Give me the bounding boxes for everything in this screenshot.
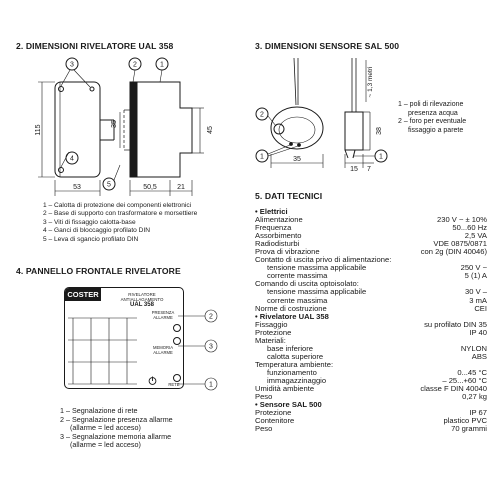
- svg-text:3: 3: [70, 61, 74, 69]
- spec-label: immagazzinaggio: [267, 375, 327, 385]
- legend-item: fissaggio a parete: [408, 126, 464, 134]
- spec-value: 5 (1) A: [464, 271, 487, 281]
- sensor-side-view: [345, 112, 363, 150]
- spec-label: Alimentazione: [255, 215, 303, 225]
- spec-label: corrente massima: [267, 295, 328, 305]
- spec-value: classe F DIN 40040: [420, 384, 487, 394]
- section-3-legend: [398, 101, 466, 135]
- spec-label: Temperatura ambiente:: [255, 359, 334, 369]
- svg-text:2: 2: [260, 111, 264, 119]
- spec-row: [255, 385, 487, 393]
- svg-text:5: 5: [107, 181, 111, 189]
- legend-item: 3 – Viti di fissaggio calotta-base: [43, 218, 136, 226]
- svg-text:45: 45: [207, 126, 214, 134]
- svg-text:1: 1: [209, 381, 213, 389]
- coster-logo: COSTER: [65, 288, 101, 301]
- spec-label: tensione massima applicabile: [267, 263, 367, 273]
- spec-label: Fissaggio: [255, 319, 288, 329]
- spec-label: Prova di vibrazione: [255, 247, 320, 257]
- sensor-dimension-drawing: [250, 50, 400, 180]
- svg-text:2: 2: [133, 61, 137, 69]
- svg-text:1: 1: [260, 153, 264, 161]
- svg-text:50,5: 50,5: [143, 184, 157, 191]
- spec-label: corrente massima: [267, 271, 328, 281]
- spec-label: Radiodisturbi: [255, 239, 300, 249]
- svg-text:15: 15: [350, 166, 358, 173]
- legend-item: 2 – Base di supporto con trasformatore e morsettiere: [43, 210, 198, 218]
- spec-value: VDE 0875/0871: [433, 239, 487, 249]
- spec-row: [255, 329, 487, 337]
- spec-label: Contenitore: [255, 416, 295, 426]
- spec-label: Protezione: [255, 408, 292, 418]
- spec-value: 70 grammi: [451, 424, 487, 434]
- spec-label: Norme di costruzione: [255, 303, 327, 313]
- svg-text:4: 4: [70, 155, 74, 163]
- spec-value: 2,5 VA: [464, 231, 487, 241]
- spec-label: Comando di uscita optoisolato:: [255, 279, 359, 289]
- svg-text:7: 7: [367, 166, 371, 173]
- spec-row: [255, 425, 487, 433]
- spec-label: • Sensore SAL 500: [255, 400, 322, 410]
- section-4-title: 4. PANNELLO FRONTALE RIVELATORE: [16, 266, 181, 276]
- technical-data-table: [255, 208, 487, 433]
- svg-text:38: 38: [376, 127, 383, 135]
- panel-product-label: RIVELATORE ANTIALLAGAMENTO UAL 358: [120, 292, 164, 309]
- spec-value: 30 V –: [465, 287, 487, 297]
- spec-value: ABS: [471, 351, 487, 361]
- spec-value: con 2g (DIN 40046): [420, 247, 487, 257]
- spec-value: 0...45 °C: [457, 367, 487, 377]
- svg-text:1: 1: [379, 153, 383, 161]
- spec-label: Umidità ambiente: [255, 384, 315, 394]
- svg-text:21: 21: [177, 184, 185, 191]
- legend-item: (allarme = led acceso): [70, 423, 141, 433]
- detector-dimension-drawing: [0, 0, 250, 200]
- legend-item: 5 – Leva di sgancio profilato DIN: [43, 235, 139, 243]
- spec-label: base inferiore: [267, 343, 314, 353]
- svg-text:115: 115: [35, 124, 42, 136]
- legend-item: 4 – Ganci di bloccaggio profilato DIN: [43, 227, 151, 235]
- spec-label: • Elettrici: [255, 207, 288, 216]
- spec-value: IP 40: [469, 327, 487, 337]
- svg-text:3: 3: [209, 343, 213, 351]
- legend-item: 2 – Segnalazione presenza allarme: [60, 414, 173, 424]
- front-panel: [64, 287, 184, 389]
- spec-label: Contatto di uscita privo di alimentazione:: [255, 255, 392, 265]
- spec-value: NYLON: [460, 343, 487, 353]
- led2-label: MEMORIA ALLARME: [152, 345, 173, 355]
- detector-front-view: [137, 82, 192, 177]
- spec-value: 0,27 kg: [462, 392, 487, 402]
- legend-item: 2 – foro per eventuale: [398, 118, 467, 126]
- section-5-title: 5. DATI TECNICI: [255, 191, 323, 201]
- svg-text:35: 35: [293, 156, 301, 163]
- panel-callouts: [178, 300, 228, 395]
- spec-label: Protezione: [255, 327, 292, 337]
- svg-text:~ 1,3 metri: ~ 1,3 metri: [367, 66, 374, 98]
- spec-label: calotta superiore: [267, 351, 324, 361]
- power-icon: [148, 372, 157, 381]
- svg-text:1: 1: [160, 61, 164, 69]
- spec-value: su profilato DIN 35: [424, 319, 487, 329]
- spec-label: Materiali:: [255, 335, 286, 345]
- svg-text:35: 35: [111, 120, 118, 128]
- section-2-legend: [43, 202, 197, 244]
- section-2-title: 2. DIMENSIONI RIVELATORE UAL 358: [16, 41, 174, 51]
- legend-item: (allarme = led acceso): [70, 440, 141, 450]
- section-3-title: 3. DIMENSIONI SENSORE SAL 500: [255, 41, 400, 51]
- section-4-legend: [60, 407, 173, 450]
- spec-value: 250 V ~: [460, 263, 487, 273]
- legend-item: 1 – poli di rilevazione: [398, 101, 464, 108]
- legend-item: presenza acqua: [408, 109, 458, 117]
- spec-label: • Rivelatore UAL 358: [255, 311, 329, 321]
- spec-label: Frequenza: [255, 223, 292, 233]
- spec-value: IP 67: [469, 408, 487, 418]
- spec-value: – 25...+60 °C: [442, 375, 487, 385]
- svg-text:2: 2: [209, 313, 213, 321]
- legend-item: 1 – Calotta di protezione dei componenti elettronici: [43, 202, 192, 209]
- legend-item: 3 – Segnalazione memoria allarme: [60, 431, 172, 441]
- detector-side-view: [55, 82, 100, 177]
- spec-label: Assorbimento: [255, 231, 302, 241]
- spec-value: 50...60 Hz: [452, 223, 487, 233]
- spec-value: 230 V ~ ± 10%: [437, 215, 487, 225]
- panel-grid: [65, 312, 139, 388]
- spec-label: funzionamento: [267, 367, 317, 377]
- spec-label: Peso: [255, 424, 273, 434]
- base-plate: [130, 82, 137, 177]
- spec-value: 3 mA: [469, 295, 487, 305]
- spec-label: tensione massima applicabile: [267, 287, 367, 297]
- spec-value: CEI: [474, 303, 487, 313]
- spec-label: Peso: [255, 392, 273, 402]
- svg-text:53: 53: [73, 184, 81, 191]
- power-label: RETE: [168, 382, 180, 387]
- legend-item: 1 – Segnalazione di rete: [60, 406, 138, 415]
- led1-label: PRESENZA ALLARME: [151, 310, 175, 320]
- spec-value: plastico PVC: [443, 416, 487, 426]
